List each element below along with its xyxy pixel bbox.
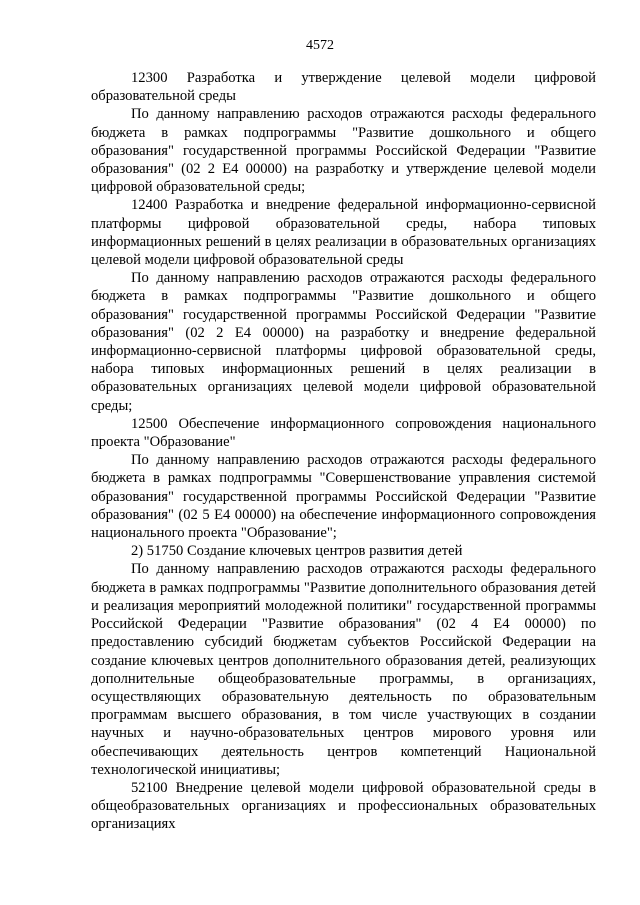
section-heading-12400: 12400 Разработка и внедрение федеральной информационно-сервисной платформы цифровой образовательной среды, набора типовых информационных решений в целях реализации в образовательных организациях целевой модели цифровой образовательной среды <box>91 197 596 269</box>
section-heading-52100: 52100 Внедрение целевой модели цифровой образовательной среды в общеобразовательных организациях и профессиональных образовательных организациях <box>91 779 596 833</box>
document-body <box>91 69 596 834</box>
section-heading-12300: 12300 Разработка и утверждение целевой модели цифровой образовательной среды <box>91 70 596 105</box>
page-number: 4572 <box>306 38 334 53</box>
section-heading-12500: 12500 Обеспечение информационного сопровождения национального проекта "Образование" <box>91 415 596 451</box>
paragraph-12400-description: По данному направлению расходов отражаются расходы федерального бюджета в рамках подпрограммы "Развитие дошкольного и общего образования" государственной программы Российской Федерации "Развитие образования" (02 2 Е4 00000) на разработку и внедрение федеральной информационно-сервисной платформы цифровой образовательной среды, набора типовых информационных решений в целях реализации в образовательных организациях целевой модели цифровой образовательной среды; <box>91 270 596 414</box>
paragraph-51750-description: По данному направлению расходов отражаются расходы федерального бюджета в рамках подпрограммы "Развитие дополнительного образования детей и реализация мероприятий молодежной политики" государственной программы Российской Федерации "Развитие образования" (02 4 Е4 00000) по предоставлению субсидий бюджетам субъектов Российской Федерации на создание ключевых центров дополнительного образования детей, реализующих дополнительные общеобразовательные программы, в организациях, осуществляющих образовательную деятельность по образовательным программам высшего образования, в том числе участвующих в создании научных и научно-образовательных центров мирового уровня или обеспечивающих деятельность центров компетенций Национальной технологической инициативы; <box>91 561 596 778</box>
section-heading-51750: 2) 51750 Создание ключевых центров развития детей <box>131 543 463 560</box>
paragraph-12300-description: По данному направлению расходов отражаются расходы федерального бюджета в рамках подпрограммы "Развитие дошкольного и общего образования" государственной программы Российской Федерации "Развитие образования" (02 2 Е4 00000) на разработку и утверждение целевой модели цифровой образовательной среды; <box>91 106 596 196</box>
paragraph-12500-description: По данному направлению расходов отражаются расходы федерального бюджета в рамках подпрограммы "Совершенствование управления системой образования" государственной программы Российской Федерации "Развитие образования" (02 5 Е4 00000) на обеспечение информационного сопровождения национального проекта "Образование"; <box>91 452 596 542</box>
